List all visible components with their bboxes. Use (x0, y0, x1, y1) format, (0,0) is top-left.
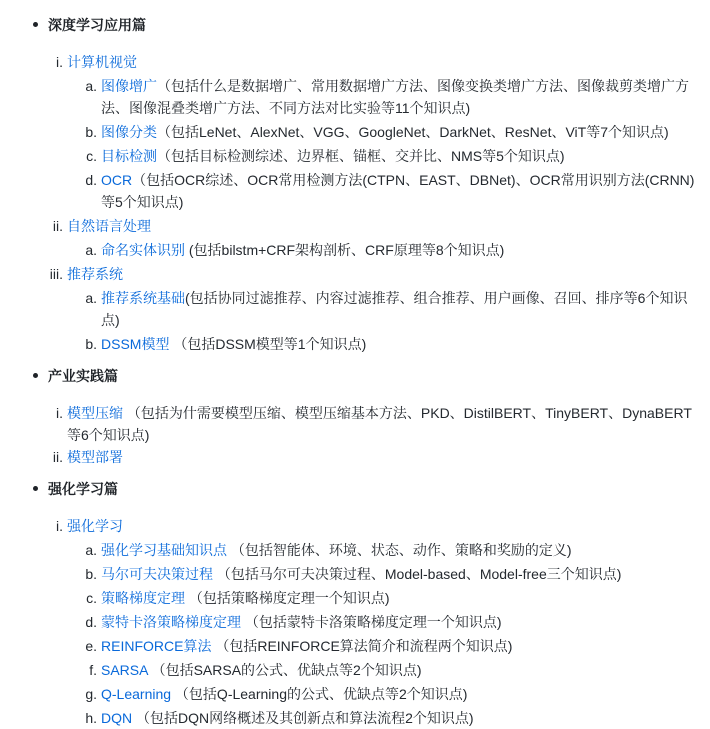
topic-link[interactable]: 强化学习 (67, 518, 123, 534)
bullet-icon (33, 373, 38, 378)
list-marker: i. (56, 405, 63, 421)
subtopic-item (85, 611, 700, 633)
list-marker: e. (85, 638, 97, 654)
topic-desc: （包括马尔可夫决策过程、Model-based、Model-free三个知识点) (213, 566, 622, 582)
subtopic-list (85, 239, 700, 261)
topic-list (52, 402, 700, 468)
topic-item (52, 215, 700, 261)
list-marker: h. (85, 710, 97, 726)
list-marker: i. (56, 54, 63, 70)
bullet-icon (33, 22, 38, 27)
topic-item (56, 402, 700, 446)
subtopic-item (86, 145, 700, 167)
list-marker: iii. (49, 266, 63, 282)
topic-list (56, 515, 700, 729)
list-marker: d. (85, 172, 97, 188)
topic-link[interactable]: 计算机视觉 (67, 54, 137, 70)
list-marker: a. (85, 242, 97, 258)
subtopic-item (85, 683, 700, 705)
topic-desc: （包括LeNet、AlexNet、VGG、GoogleNet、DarkNet、ResNet、ViT等7个知识点) (157, 124, 669, 140)
topic-desc: （包括蒙特卡洛策略梯度定理一个知识点) (241, 614, 502, 630)
subtopic-item (85, 169, 700, 213)
topic-item (56, 515, 700, 729)
section-item (48, 14, 700, 355)
list-marker: a. (85, 290, 97, 306)
topic-link[interactable]: 推荐系统 (67, 266, 123, 282)
subtopic-item (85, 707, 700, 729)
list-marker: f. (89, 662, 97, 678)
toc-list (0, 14, 700, 729)
subtopic-item (85, 287, 700, 331)
section-title: 深度学习应用篇 (48, 17, 146, 33)
topic-link[interactable]: 自然语言处理 (67, 218, 151, 234)
topic-desc: （包括SARSA的公式、优缺点等2个知识点) (147, 662, 422, 678)
topic-desc: （包括Q-Learning的公式、优缺点等2个知识点) (171, 686, 468, 702)
topic-link[interactable]: 图像分类 (101, 124, 157, 140)
subtopic-list (85, 539, 700, 729)
list-marker: a. (85, 78, 97, 94)
topic-item (52, 446, 700, 468)
subtopic-item (85, 75, 700, 119)
topic-item (56, 51, 700, 213)
topic-desc: （包括OCR综述、OCR常用检测方法(CTPN、EAST、DBNet)、OCR常用识别方法(CRNN)等5个知识点) (101, 172, 695, 210)
topic-desc: （包括策略梯度定理一个知识点) (185, 590, 390, 606)
topic-desc: (包括bilstm+CRF架构剖析、CRF原理等8个知识点) (185, 242, 505, 258)
list-marker: b. (85, 124, 97, 140)
topic-link[interactable]: REINFORCE算法 (101, 638, 212, 654)
list-marker: i. (56, 518, 63, 534)
subtopic-item (89, 659, 700, 681)
subtopic-item (85, 563, 700, 585)
topic-link[interactable]: 推荐系统基础 (101, 290, 185, 306)
list-marker: ii. (52, 449, 63, 465)
list-marker: c. (86, 590, 97, 606)
topic-link[interactable]: 模型部署 (67, 449, 123, 465)
topic-link[interactable]: OCR (101, 172, 133, 188)
list-marker: d. (85, 614, 97, 630)
topic-desc: （包括DQN网络概述及其创新点和算法流程2个知识点) (132, 710, 474, 726)
subtopic-item (85, 333, 700, 355)
section-title: 强化学习篇 (48, 481, 118, 497)
topic-link[interactable]: 马尔可夫决策过程 (101, 566, 213, 582)
subtopic-item (85, 121, 700, 143)
topic-link[interactable]: 模型压缩 (67, 405, 123, 421)
topic-link[interactable]: 策略梯度定理 (101, 590, 185, 606)
section-item (48, 478, 700, 729)
topic-list (49, 51, 700, 355)
subtopic-item (86, 587, 700, 609)
topic-link[interactable]: 图像增广 (101, 78, 157, 94)
topic-desc: （包括为什需要模型压缩、模型压缩基本方法、PKD、DistilBERT、TinyBERT、DynaBERT等6个知识点) (67, 405, 692, 443)
topic-desc: (包括协同过滤推荐、内容过滤推荐、组合推荐、用户画像、召回、排序等6个知识点) (101, 290, 688, 328)
topic-desc: （包括REINFORCE算法简介和流程两个知识点) (211, 638, 513, 654)
topic-link[interactable]: DSSM模型 (101, 336, 170, 352)
topic-link[interactable]: SARSA (101, 662, 148, 678)
subtopic-item (85, 539, 700, 561)
topic-desc: （包括什么是数据增广、常用数据增广方法、图像变换类增广方法、图像裁剪类增广方法、图像混叠类增广方法、不同方法对比实验等11个知识点) (101, 78, 689, 116)
subtopic-item (85, 239, 700, 261)
list-marker: b. (85, 566, 97, 582)
list-marker: a. (85, 542, 97, 558)
topic-link[interactable]: DQN (101, 710, 133, 726)
list-marker: c. (86, 148, 97, 164)
section-item (48, 365, 700, 468)
topic-link[interactable]: 蒙特卡洛策略梯度定理 (101, 614, 241, 630)
subtopic-list (85, 287, 700, 355)
section-title: 产业实践篇 (48, 368, 118, 384)
topic-desc: （包括DSSM模型等1个知识点) (169, 336, 367, 352)
topic-link[interactable]: 强化学习基础知识点 (101, 542, 227, 558)
subtopic-item (85, 635, 700, 657)
list-marker: b. (85, 336, 97, 352)
topic-link[interactable]: Q-Learning (101, 686, 172, 702)
list-marker: g. (85, 686, 97, 702)
topic-item (49, 263, 700, 355)
list-marker: ii. (52, 218, 63, 234)
bullet-icon (33, 486, 38, 491)
topic-desc: （包括智能体、环境、状态、动作、策略和奖励的定义) (227, 542, 572, 558)
subtopic-list (85, 75, 700, 213)
topic-link[interactable]: 目标检测 (101, 148, 157, 164)
topic-link[interactable]: 命名实体识别 (101, 242, 185, 258)
topic-desc: （包括目标检测综述、边界框、锚框、交并比、NMS等5个知识点) (157, 148, 565, 164)
